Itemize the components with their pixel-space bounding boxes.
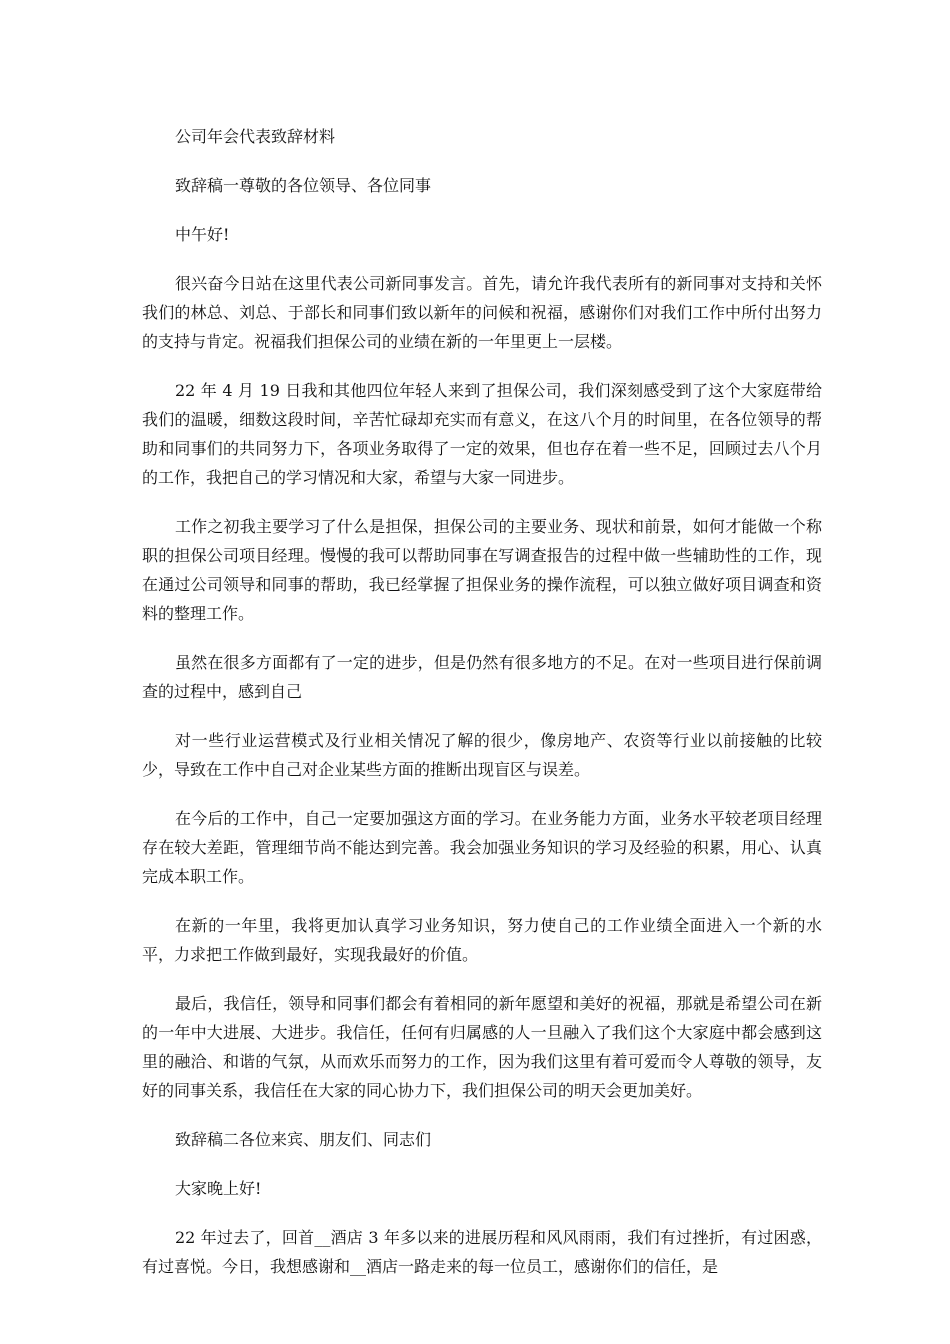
document-body bbox=[142, 122, 822, 1301]
paragraph: 在新的一年里，我将更加认真学习业务知识，努力使自己的工作业绩全面进入一个新的水平，力求把工作做到最好，实现我最好的价值。 bbox=[142, 916, 822, 964]
paragraph: 虽然在很多方面都有了一定的进步，但是仍然有很多地方的不足。在对一些项目进行保前调查的过程中，感到自己 bbox=[142, 653, 822, 701]
paragraph: 对一些行业运营模式及行业相关情况了解的很少，像房地产、农资等行业以前接触的比较少，导致在工作中自己对企业某些方面的推断出现盲区与误差。 bbox=[142, 731, 822, 779]
speech-two-greeting: 大家晚上好! bbox=[175, 1179, 262, 1198]
speech-one-greeting: 中午好! bbox=[175, 225, 230, 244]
speech-two-heading: 致辞稿二各位来宾、朋友们、同志们 bbox=[175, 1130, 432, 1149]
paragraph: 在今后的工作中，自己一定要加强这方面的学习。在业务能力方面，业务水平较老项目经理存在较大差距，管理细节尚不能达到完善。我会加强业务知识的学习及经验的积累，用心、认真完成本职工作。 bbox=[142, 809, 822, 886]
paragraph: 工作之初我主要学习了什么是担保，担保公司的主要业务、现状和前景，如何才能做一个称职的担保公司项目经理。慢慢的我可以帮助同事在写调查报告的过程中做一些辅助性的工作，现在通过公司领导和同事的帮助，我已经掌握了担保业务的操作流程，可以独立做好项目调查和资料的整理工作。 bbox=[142, 517, 822, 623]
paragraph: 最后，我信任，领导和同事们都会有着相同的新年愿望和美好的祝福，那就是希望公司在新的一年中大进展、大进步。我信任，任何有归属感的人一旦融入了我们这个大家庭中都会感到这里的融洽、和谐的气氛，从而欢乐而努力的工作，因为我们这里有着可爱而令人尊敬的领导，友好的同事关系，我信任在大家的同心协力下，我们担保公司的明天会更加美好。 bbox=[142, 994, 822, 1100]
document-title: 公司年会代表致辞材料 bbox=[175, 127, 336, 146]
paragraph: 22 年过去了，回首__酒店 3 年多以来的进展历程和风风雨雨，我们有过挫折，有过困惑，有过喜悦。今日，我想感谢和__酒店一路走来的每一位员工，感谢你们的信任，是 bbox=[142, 1228, 822, 1276]
paragraph: 很兴奋今日站在这里代表公司新同事发言。首先，请允许我代表所有的新同事对支持和关怀我们的林总、刘总、于部长和同事们致以新年的问候和祝福，感谢你们对我们工作中所付出努力的支持与肯定。祝福我们担保公司的业绩在新的一年里更上一层楼。 bbox=[142, 274, 822, 351]
speech-one-heading: 致辞稿一尊敬的各位领导、各位同事 bbox=[175, 176, 432, 195]
paragraph: 22 年 4 月 19 日我和其他四位年轻人来到了担保公司，我们深刻感受到了这个大家庭带给我们的温暖，细数这段时间，辛苦忙碌却充实而有意义，在这八个月的时间里，在各位领导的帮助和同事们的共同努力下，各项业务取得了一定的效果，但也存在着一些不足，回顾过去八个月的工作，我把自己的学习情况和大家，希望与大家一同进步。 bbox=[142, 381, 822, 487]
